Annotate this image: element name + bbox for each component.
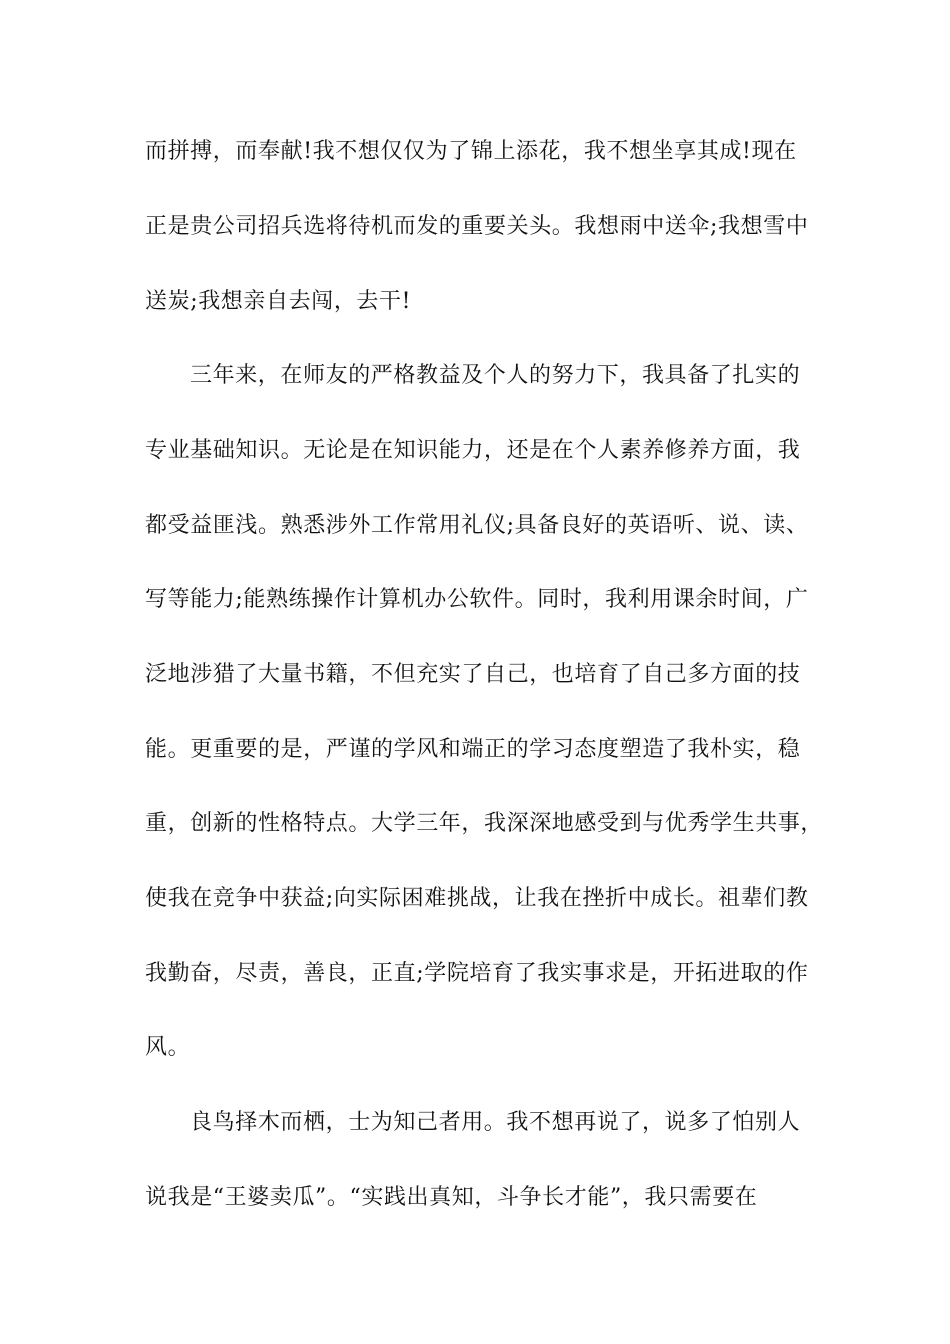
- text-line: 说我是“王婆卖瓜”。“实践出真知，斗争长才能”，我只需要在: [145, 1185, 758, 1210]
- text-line: 泛地涉猎了大量书籍，不但充实了自己，也培育了自己多方面的技: [145, 662, 801, 687]
- text-line: 都受益匪浅。熟悉涉外工作常用礼仪;具备良好的英语听、说、读、: [145, 513, 809, 538]
- text-line: 能。更重要的是，严谨的学风和端正的学习态度塑造了我朴实，稳: [145, 737, 801, 762]
- text-line: 专业基础知识。无论是在知识能力，还是在个人素养修养方面，我: [145, 438, 801, 463]
- text-line: 使我在竞争中获益;向实际困难挑战，让我在挫折中成长。祖辈们教: [145, 886, 809, 911]
- text-line: 重，创新的性格特点。大学三年，我深深地感受到与优秀学生共事，: [145, 811, 824, 836]
- text-line: 而拼搏，而奉献!我不想仅仅为了锦上添花，我不想坐享其成!现在: [145, 139, 797, 164]
- text-line: 我勤奋，尽责，善良，正直;学院培育了我实事求是，开拓进取的作: [145, 961, 809, 986]
- paragraph-start-line: 良鸟择木而栖，士为知己者用。我不想再说了，说多了怕别人: [190, 1110, 801, 1135]
- text-line: 写等能力;能熟练操作计算机办公软件。同时，我利用课余时间，广: [145, 587, 809, 612]
- text-line: 正是贵公司招兵选将待机而发的重要关头。我想雨中送伞;我想雪中: [145, 214, 809, 239]
- text-line: 风。: [145, 1035, 191, 1060]
- paragraph-start-line: 三年来，在师友的严格教益及个人的努力下，我具备了扎实的: [190, 363, 801, 388]
- text-line: 送炭;我想亲自去闯，去干!: [145, 289, 412, 314]
